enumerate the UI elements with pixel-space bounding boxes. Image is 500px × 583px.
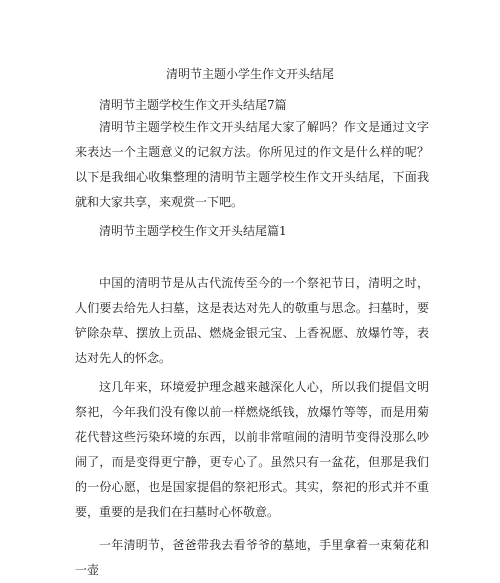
section-heading: 清明节主题学校生作文开头结尾篇1: [99, 224, 287, 238]
intro-paragraph: 清明节主题学校生作文开头结尾大家了解吗？作文是通过文字来表达一个主题意义的记叙方法。你所见过的作文是什么样的呢？以下是我细心收集整理的清明节主题学校生作文开头结尾，下面我就和大家共享，来观赏一下吧。: [75, 120, 429, 209]
body-paragraph-3: 一年清明节，爸爸带我去看爷爷的墓地，手里拿着一束菊花和一壶: [75, 538, 429, 577]
body-paragraph-2: 这几年来，环境爱护理念越来越深化人心，所以我们提倡文明祭祀，今年我们没有像以前一样燃烧纸钱，放爆竹等等，而是用菊花代替这些污染环境的东西，以前非常喧闹的清明节变得没那么吵闹了，而是变得更宁静，更专心了。虽然只有一盆花，但那是我们的一份心愿，也是国家提倡的祭祀形式。其实，祭祀的形式并不重要，重要的是我们在扫墓时心怀敬意。: [75, 380, 429, 519]
document-subtitle: 清明节主题学校生作文开头结尾7篇: [99, 98, 287, 112]
body-paragraph-1: 中国的清明节是从古代流传至今的一个祭祀节日，清明之时，人们要去给先人扫墓，这是表达对先人的敬重与思念。扫墓时，要铲除杂草、摆放上贡品、燃烧金银元宝、上香祝愿、放爆竹等，表达对先人的怀念。: [75, 276, 429, 365]
document-title: 清明节主题小学生作文开头结尾: [165, 67, 334, 81]
